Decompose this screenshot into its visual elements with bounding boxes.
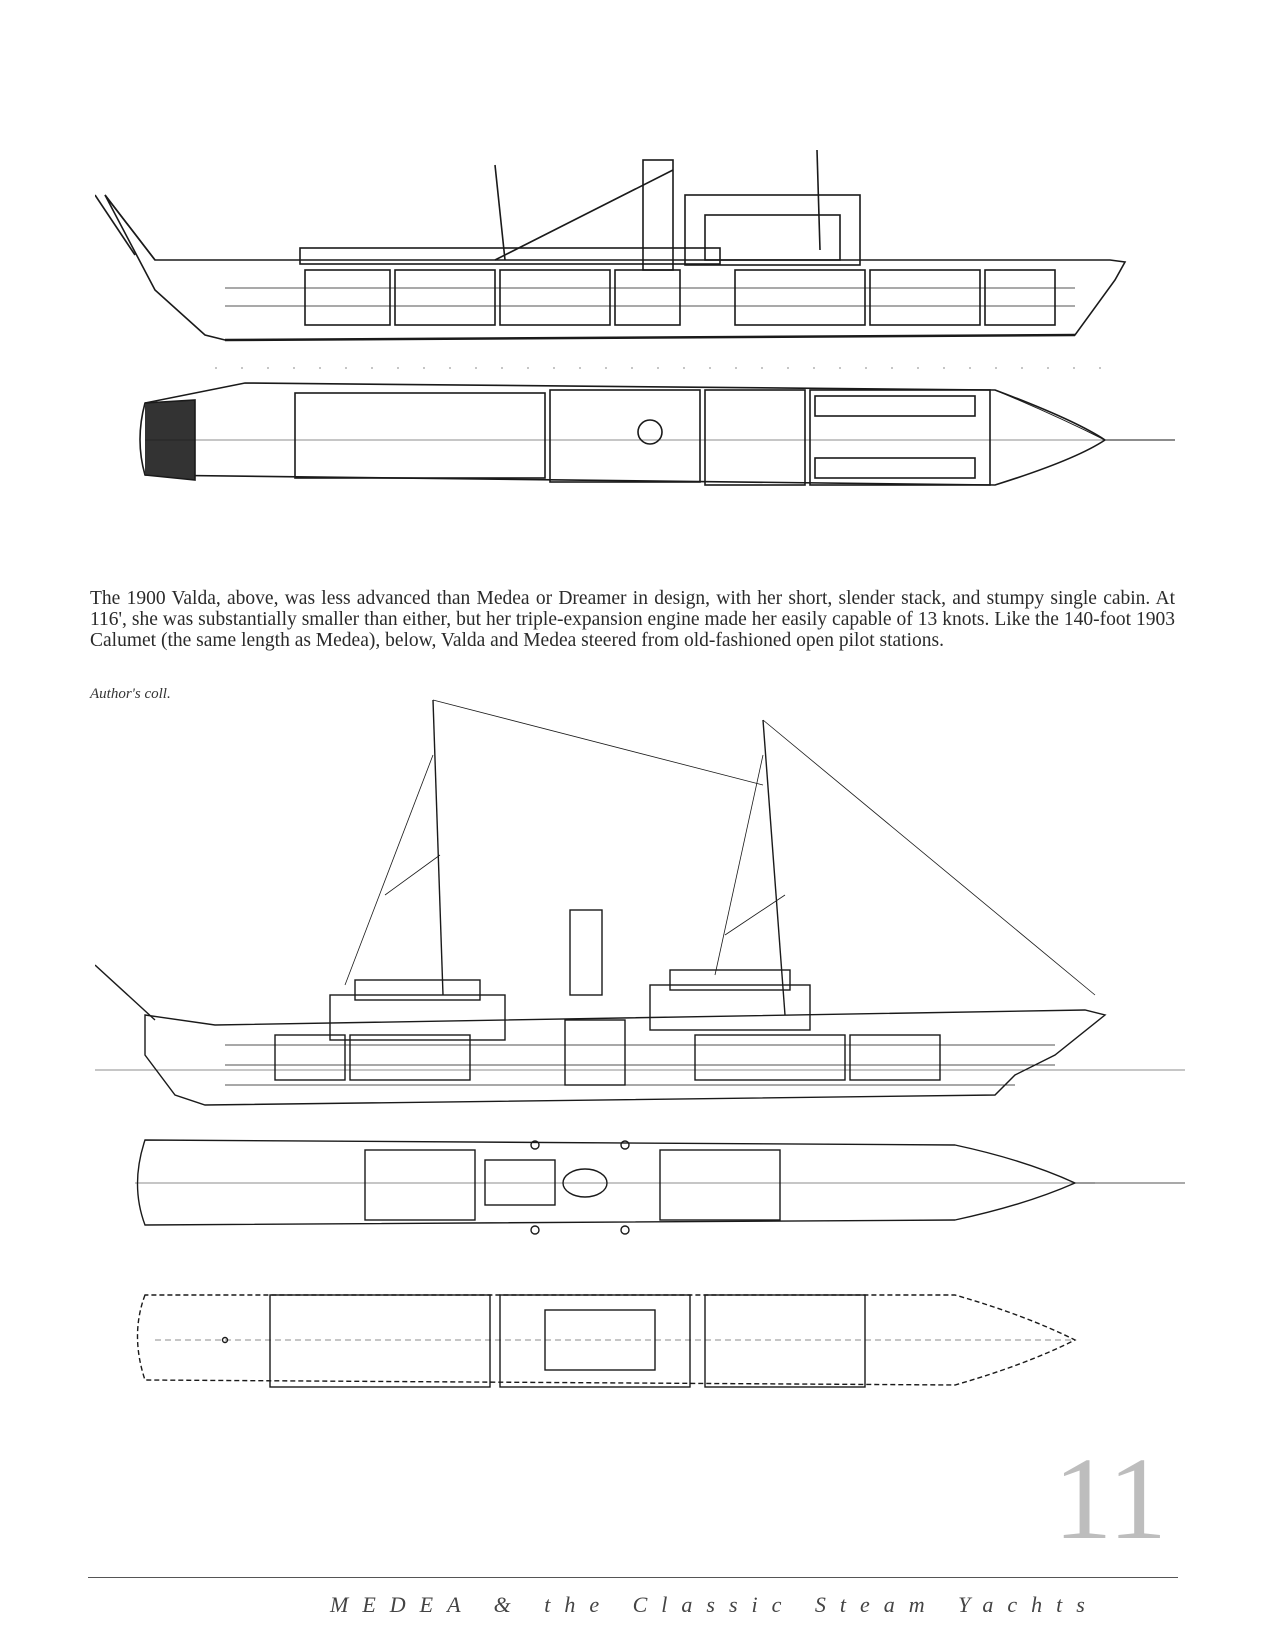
valda-plans-drawing (95, 140, 1185, 510)
figure-caption: The 1900 Valda, above, was less advanced than Medea or Dreamer in design, with her short, slender stack, and stumpy single cabin. At 116', she was substantially smaller than either, but her triple-expansion engine made her easily capable of 13 knots. Like the 140-foot 1903 Calumet (the same length as Medea), below, Valda and Medea steered from old-fashioned open pilot stations. (90, 587, 1175, 651)
photo-credit: Author's coll. (90, 686, 171, 702)
page-number: 11 (1053, 1433, 1167, 1564)
footer-rule (88, 1577, 1178, 1578)
running-title: MEDEA & the Classic Steam Yachts (330, 1592, 1099, 1617)
calumet-plans-drawing (95, 695, 1185, 1395)
